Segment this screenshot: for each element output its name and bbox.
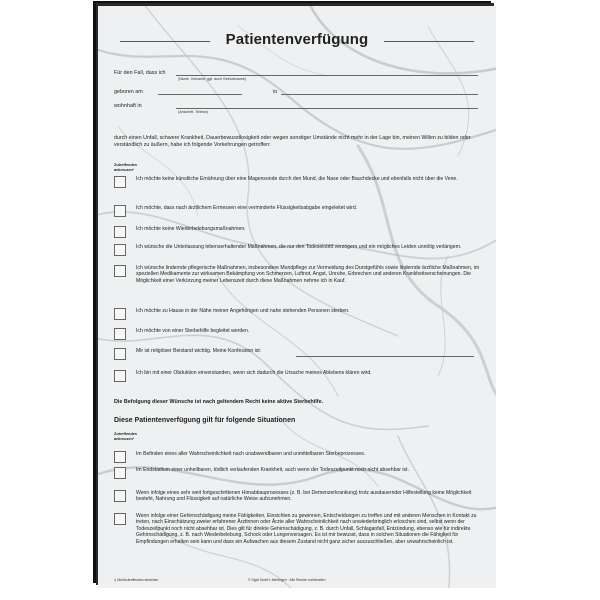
situation-checkbox[interactable] [114,513,126,525]
situation-text: Im Befinden eines aller Wahrscheinlichkeit nach unabwendbaren und unmittelbaren Sterbeprozesses. [136,451,366,457]
for-case-label: Für den Fall, dass ich [114,70,166,76]
copyright: © Sigel GmbH, Mertingen · Alle Rechte vorbehalten [248,578,326,582]
option-checkbox[interactable] [114,176,126,188]
document-title: Patientenverfügung [225,31,369,48]
situation-checkbox[interactable] [114,490,126,502]
option-text: Ich möchte keine Wiederbelebungsmaßnahmen. [136,226,246,232]
option-checkbox[interactable] [114,348,126,360]
option-text: Ich wünsche die Unterlassung lebenserhaltender Maßnahmen, die nur den Todeseintritt verzögern und ein mögliches Leiden unnötig verlängern. [136,244,462,250]
name-field-line[interactable] [176,75,478,76]
address-field-line[interactable] [176,108,478,109]
situation-text: Wenn infolge einer Gehirnschädigung meine Fähigkeiten, Einsichten zu gewinnen, Entscheidungen zu treffen und mit anderen Menschen in Kontakt zu treten, nach Einschätzung zweier erfahrener Ärztinnen oder Ärzte aller Wahrscheinlichkeit nach unwiederbringlich erloschen sind, selbst wenn der Todeszeitpunkt noch nicht absehbar ist. Dies gilt für direkte Gehirnschädigung, z. B. durch Unfall, Schlaganfall, Entzündung, ebenso wie für indirekte Gehirnschädigung, z. B. nach Wiederbelebung, Schock oder Lungenversagen. Es ist mir bewusst, dass in solchen Situationen die Fähigkeit für Empfindungen erhalten sein kann und dass ein Aufwachen aus diesem Zustand nicht ganz sicher auszuschließen, aber unwahrscheinlich ist. [136,513,477,545]
born-label: geboren am [114,89,143,95]
option-checkbox[interactable] [114,244,126,256]
option-checkbox[interactable] [114,370,126,382]
option-checkbox[interactable] [114,328,126,340]
name-field-hint: (Name, Vorname, ggf. auch Geburtsname) [178,77,246,81]
applicable-header-2: Zutreffendes ankreuzen¹ [114,432,137,441]
applicable-header-1: Zutreffendes ankreuzen¹ [114,163,137,172]
option-text: Ich möchte, dass nach ärztlichem Ermessen eine verminderte Flüssigkeitsabgabe eingeleitet wird. [136,205,358,211]
option-checkbox[interactable] [114,308,126,320]
confession-field-line[interactable] [296,356,474,357]
footnote: ¹) Nichtzutreffendes streichen [114,578,159,582]
birthplace-label: in [273,89,278,95]
situation-checkbox[interactable] [114,451,126,463]
patient-directive-form [98,6,496,588]
option-text: Ich bin mit einer Obduktion einverstanden, wenn sich dadurch die Ursache meines Ablebens klären wird. [136,370,372,376]
option-text: Ich möchte von einer Sterbehilfe begleitet werden. [136,328,250,334]
situation-text: Wenn infolge eines sehr weit fortgeschrittenen Hirnabbauprozesses (z. B. bei Demenzerkrankung) trotz ausdauernder Hilfestellung keine Möglichkeit besteht, Nahrung und Flüssigkeit auf natürliche Weise aufzunehmen. [136,490,472,503]
birthdate-field-line[interactable] [158,94,242,95]
intro-paragraph: durch einen Unfall, schwere Krankheit, Dauerbewusstlosigkeit oder wegen sonstiger Umstände nicht mehr in der Lage bin, meinen Willen zu bilden oder verständlich zu äußern, habe ich folgende Vorkehrungen getroffen: [114,135,471,148]
address-field-hint: (Anschrift, Telefon) [178,110,208,114]
legal-statement: Die Befolgung dieser Wünsche ist nach geltendem Recht keine aktive Sterbehilfe. [114,399,324,405]
situations-heading: Diese Patientenverfügung gilt für folgende Situationen [114,417,296,424]
situation-checkbox[interactable] [114,467,126,479]
option-checkbox[interactable] [114,226,126,238]
resident-label: wohnhaft in [114,103,142,109]
birthplace-field-line[interactable] [281,94,478,95]
option-checkbox[interactable] [114,205,126,217]
situation-text: Im Endstadium einer unheilbaren, tödlich verlaufenden Krankheit, auch wenn der Todeszeitpunkt noch nicht absehbar ist. [136,467,409,473]
option-checkbox[interactable] [114,265,126,277]
option-text: Ich möchte keine künstliche Ernährung über eine Magensonde durch den Mund, die Nase oder Bauchdecke und ebenfalls nicht über die Vene. [136,176,458,182]
option-text: Ich möchte zu Hause in der Nähe meiner Angehörigen und nahe stehenden Personen sterben. [136,308,350,314]
option-text: Mir ist religiöser Beistand wichtig. Meine Konfession ist: [136,348,262,354]
option-text: Ich wünsche lindernde pflegerische Maßnahmen, insbesondere Mundpflege zur Vermeidung des Durstgefühls sowie lindernde ärztliche Maßnahmen, im speziellen Medikamente zur wirksamen Bekämpfung von Schmerzen, Luftnot, Angst, Unruhe, Erbrechen und anderen Krankheitserscheinungen. Die Möglichkeit einer Verkürzung meiner Lebenszeit durch diese Maßnahmen nehme ich in Kauf. [136,265,480,284]
